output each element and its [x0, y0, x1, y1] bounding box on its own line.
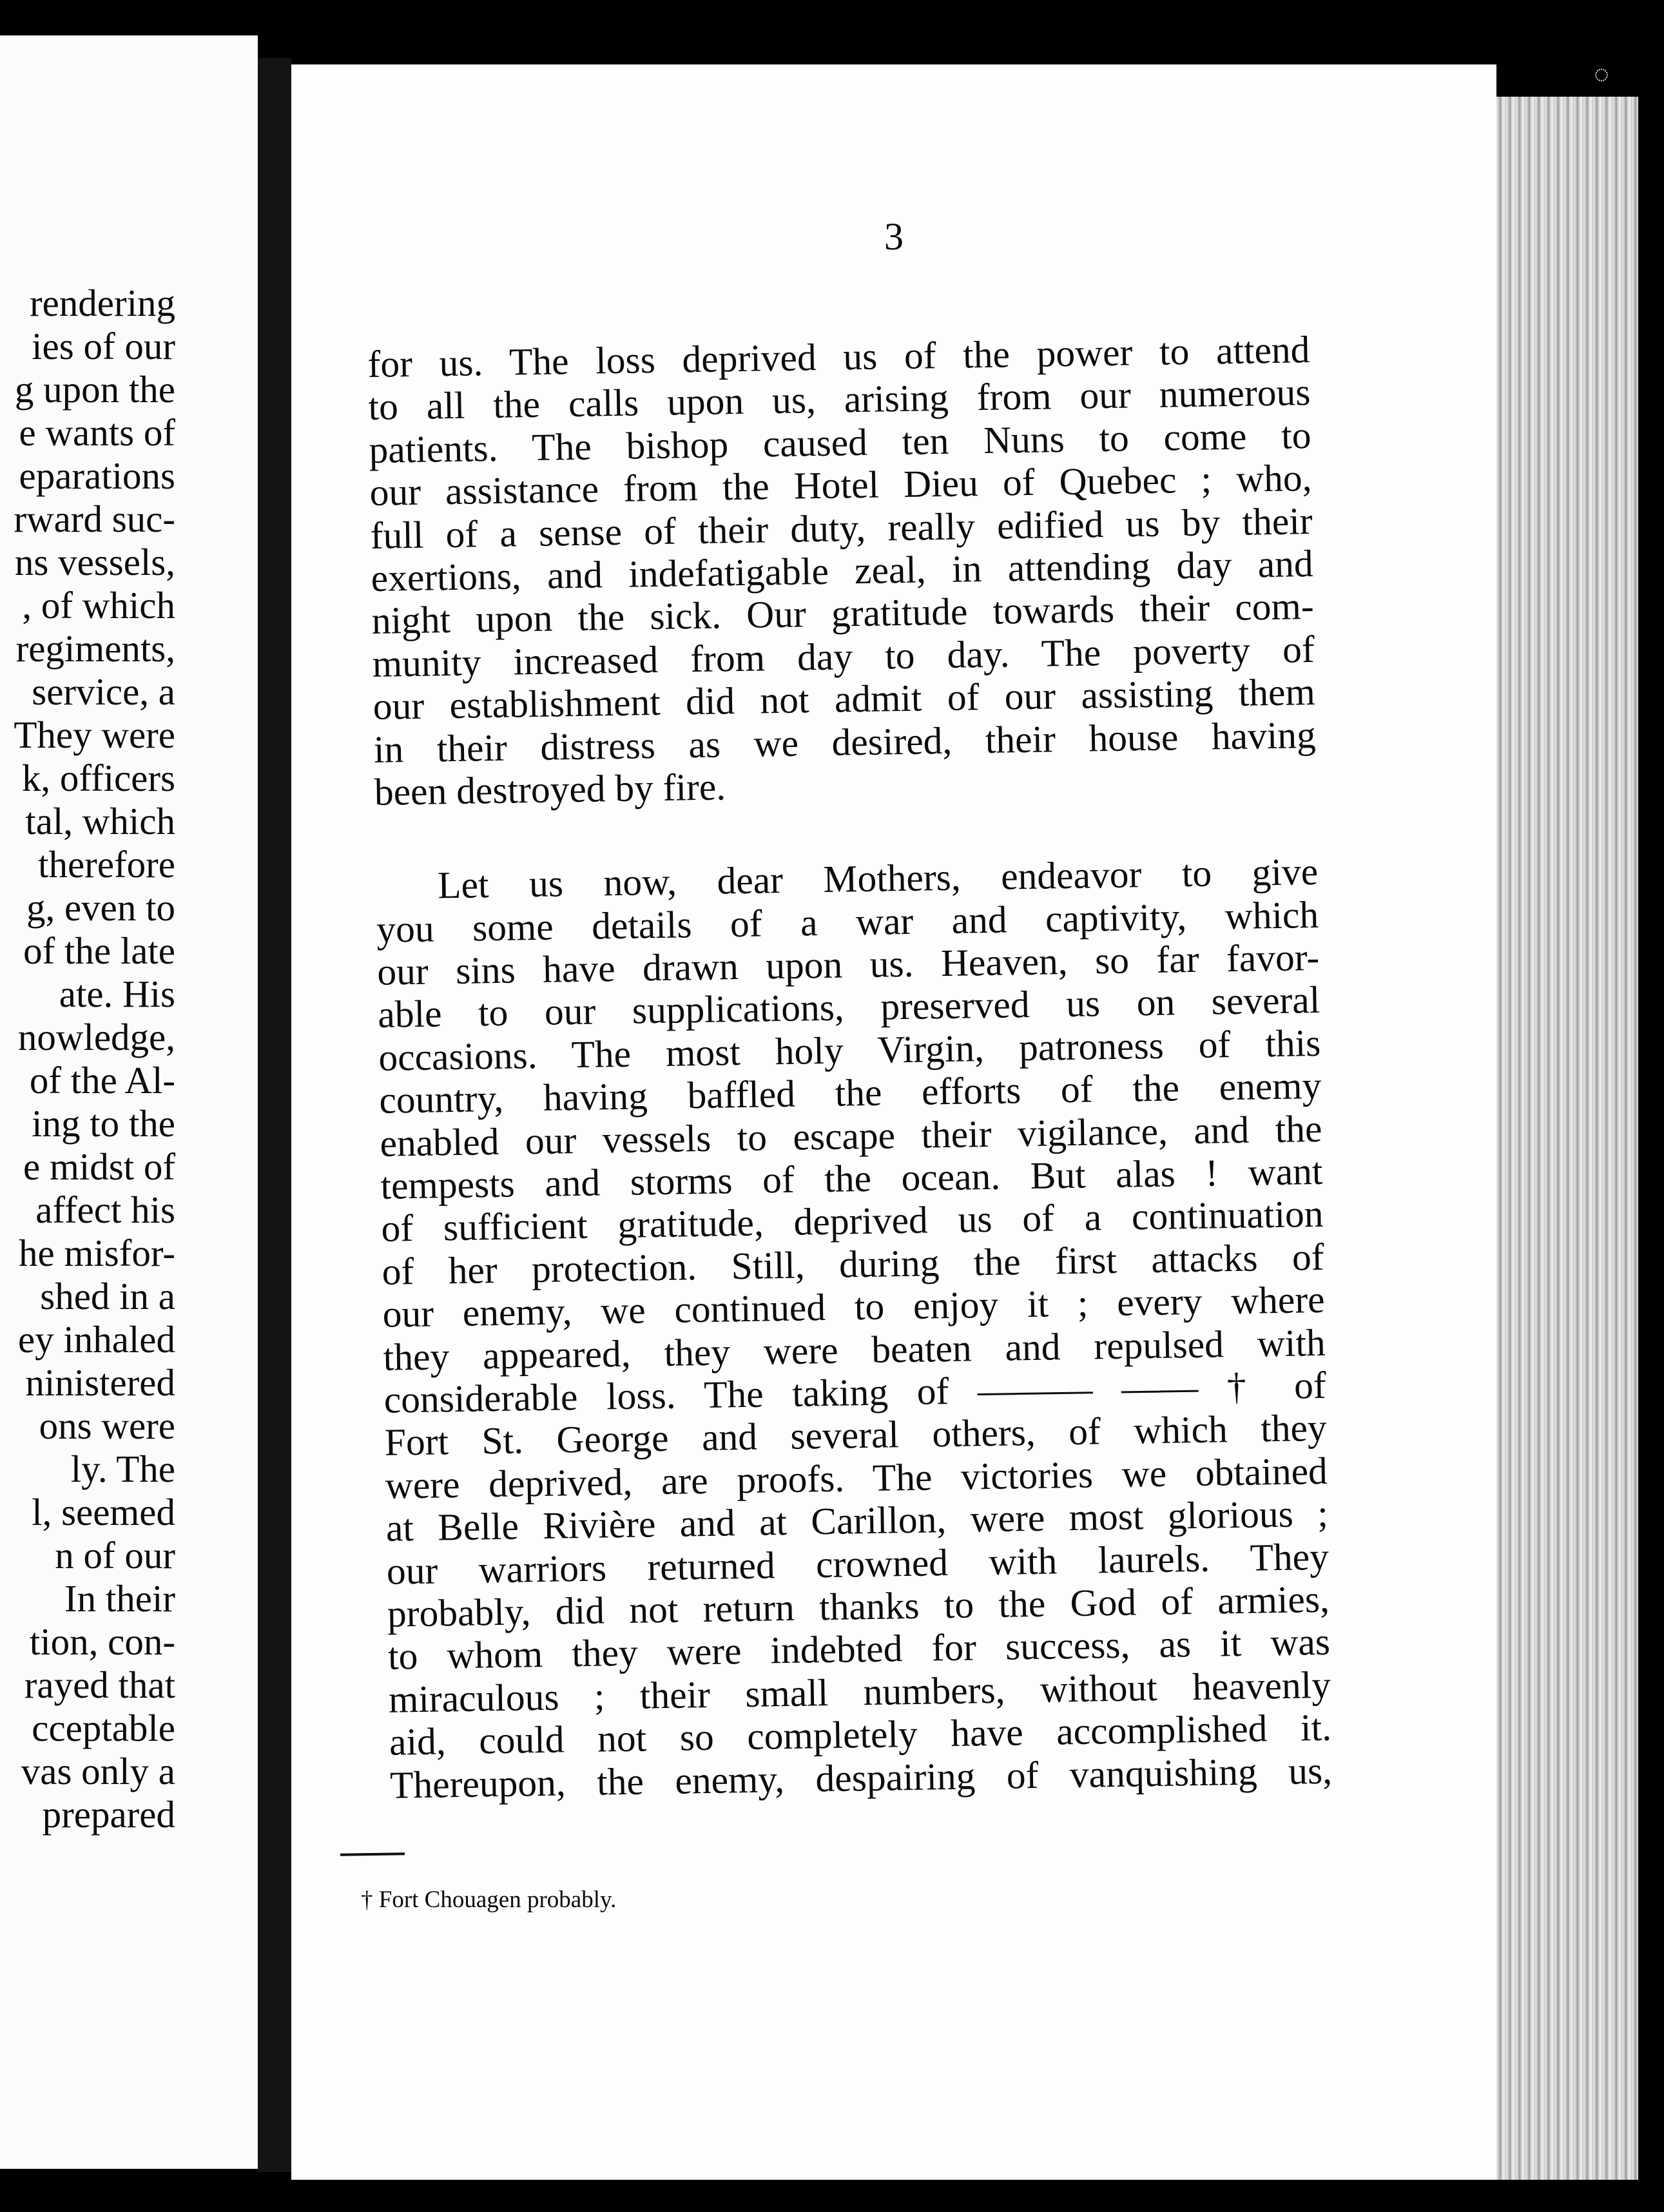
facing-line: ies of our: [32, 325, 175, 367]
text-line: our warriors returned crowned with laurels. They: [386, 1535, 1330, 1593]
facing-line: rward suc-: [14, 498, 175, 540]
facing-line: In their: [64, 1577, 175, 1620]
facing-line: k, officers: [21, 757, 175, 799]
facing-line: ate. His: [59, 973, 175, 1015]
facing-line: ns vessels,: [14, 541, 175, 583]
text-line: patients. The bishop caused ten Nuns to come to: [369, 413, 1311, 471]
facing-line: therefore: [38, 843, 175, 886]
facing-line: of the late: [23, 929, 175, 972]
facing-line: service, a: [32, 670, 175, 713]
text-line: at Belle Rivière and at Carillon, were most glorious ;: [385, 1491, 1329, 1549]
text-line: Fort St. George and several others, of which they: [384, 1406, 1328, 1464]
page-edges: [1496, 97, 1638, 2180]
text-line: our enemy, we continued to enjoy it ; every where: [382, 1278, 1326, 1336]
facing-line: ly. The: [70, 1448, 175, 1490]
text-line: Thereupon, the enemy, despairing of vanquishing us,: [389, 1749, 1333, 1807]
text-line: to whom they were indebted for success, as it was: [387, 1620, 1331, 1678]
facing-line: he misfor-: [19, 1232, 175, 1274]
facing-line: rayed that: [24, 1664, 175, 1706]
text-line: been destroyed by fire.: [374, 765, 726, 813]
facing-line: n of our: [55, 1534, 175, 1577]
body-text: [367, 328, 1332, 1807]
text-line: you some details of a war and captivity, which: [376, 893, 1319, 951]
facing-line: nowledge,: [17, 1016, 175, 1058]
text-line: of sufficient gratitude, deprived us of a continuation: [381, 1192, 1324, 1250]
facing-line: ey inhaled: [17, 1318, 175, 1361]
facing-line: l, seemed: [32, 1491, 175, 1533]
text-line: they appeared, they were beaten and repulsed with: [383, 1321, 1326, 1379]
text-line: full of a sense of their duty, really edified us by their: [370, 499, 1313, 557]
facing-line: of the Al-: [29, 1059, 175, 1101]
facing-line: ninistered: [25, 1361, 175, 1404]
text-line: our sins have drawn upon us. Heaven, so far favor-: [376, 935, 1320, 993]
text-line: aid, could not so completely have accomplished it.: [389, 1705, 1332, 1763]
text-line: our establishment did not admit of our assisting them: [372, 670, 1316, 728]
text-line: probably, did not return thanks to the God of armies,: [387, 1577, 1330, 1635]
text-line: Let us now, dear Mothers, endeavor to give: [437, 850, 1319, 907]
facing-line: prepared: [42, 1793, 175, 1836]
footnote-rule: [340, 1852, 405, 1856]
facing-line: , of which: [22, 584, 175, 626]
text-line: to all the calls upon us, arising from our numerous: [368, 371, 1311, 429]
text-line: enabled our vessels to escape their vigilance, and the: [379, 1107, 1322, 1165]
facing-line: ons were: [39, 1404, 175, 1447]
text-line: considerable loss. The taking of ——— —— † of: [383, 1363, 1327, 1421]
text-line: occasions. The most holy Virgin, patroness of this: [378, 1021, 1321, 1079]
text-line: were deprived, are proofs. The victories we obtained: [385, 1449, 1328, 1507]
text-line: country, having baffled the efforts of the enemy: [378, 1064, 1322, 1122]
facing-line: g, even to: [26, 886, 175, 929]
page-number: 3: [884, 215, 904, 258]
facing-line: ing to the: [32, 1102, 175, 1145]
text-line: tempests and storms of the ocean. But alas ! want: [380, 1149, 1323, 1207]
facing-line: cceptable: [32, 1707, 175, 1749]
facing-page: [0, 35, 258, 2169]
text-line: our assistance from the Hotel Dieu of Quebec ; who,: [369, 456, 1312, 514]
facing-line: eparations: [19, 454, 175, 497]
facing-line: e midst of: [23, 1145, 175, 1188]
facing-line: vas only a: [21, 1750, 175, 1792]
scan-mark-icon: ◌: [1594, 59, 1609, 88]
facing-line: e wants of: [19, 411, 175, 454]
facing-line: regiments,: [15, 627, 175, 670]
text-line: of her protection. Still, during the first attacks of: [382, 1235, 1324, 1293]
text-line: night upon the sick. Our gratitude towards their com-: [371, 585, 1315, 643]
facing-page-text: [14, 282, 175, 1836]
text-line: munity increased from day to day. The poverty of: [372, 627, 1315, 685]
text-line: able to our supplications, preserved us on several: [377, 978, 1321, 1036]
facing-line: tion, con-: [29, 1620, 175, 1663]
text-line: in their distress as we desired, their house having: [373, 713, 1317, 771]
page: [291, 64, 1496, 2180]
book-gutter: [258, 58, 291, 2172]
text-line: miraculous ; their small numbers, without heavenly: [388, 1663, 1331, 1721]
facing-line: shed in a: [40, 1275, 175, 1317]
text-line: exertions, and indefatigable zeal, in attending day and: [371, 541, 1314, 599]
facing-line: affect his: [35, 1188, 175, 1231]
facing-line: rendering: [29, 282, 175, 324]
facing-line: They were: [14, 713, 175, 756]
text-line: for us. The loss deprived us of the power to attend: [367, 328, 1310, 385]
facing-line: g upon the: [14, 368, 175, 411]
footnote: † Fort Chouagen probably.: [361, 1887, 617, 1913]
facing-line: tal, which: [25, 800, 175, 842]
